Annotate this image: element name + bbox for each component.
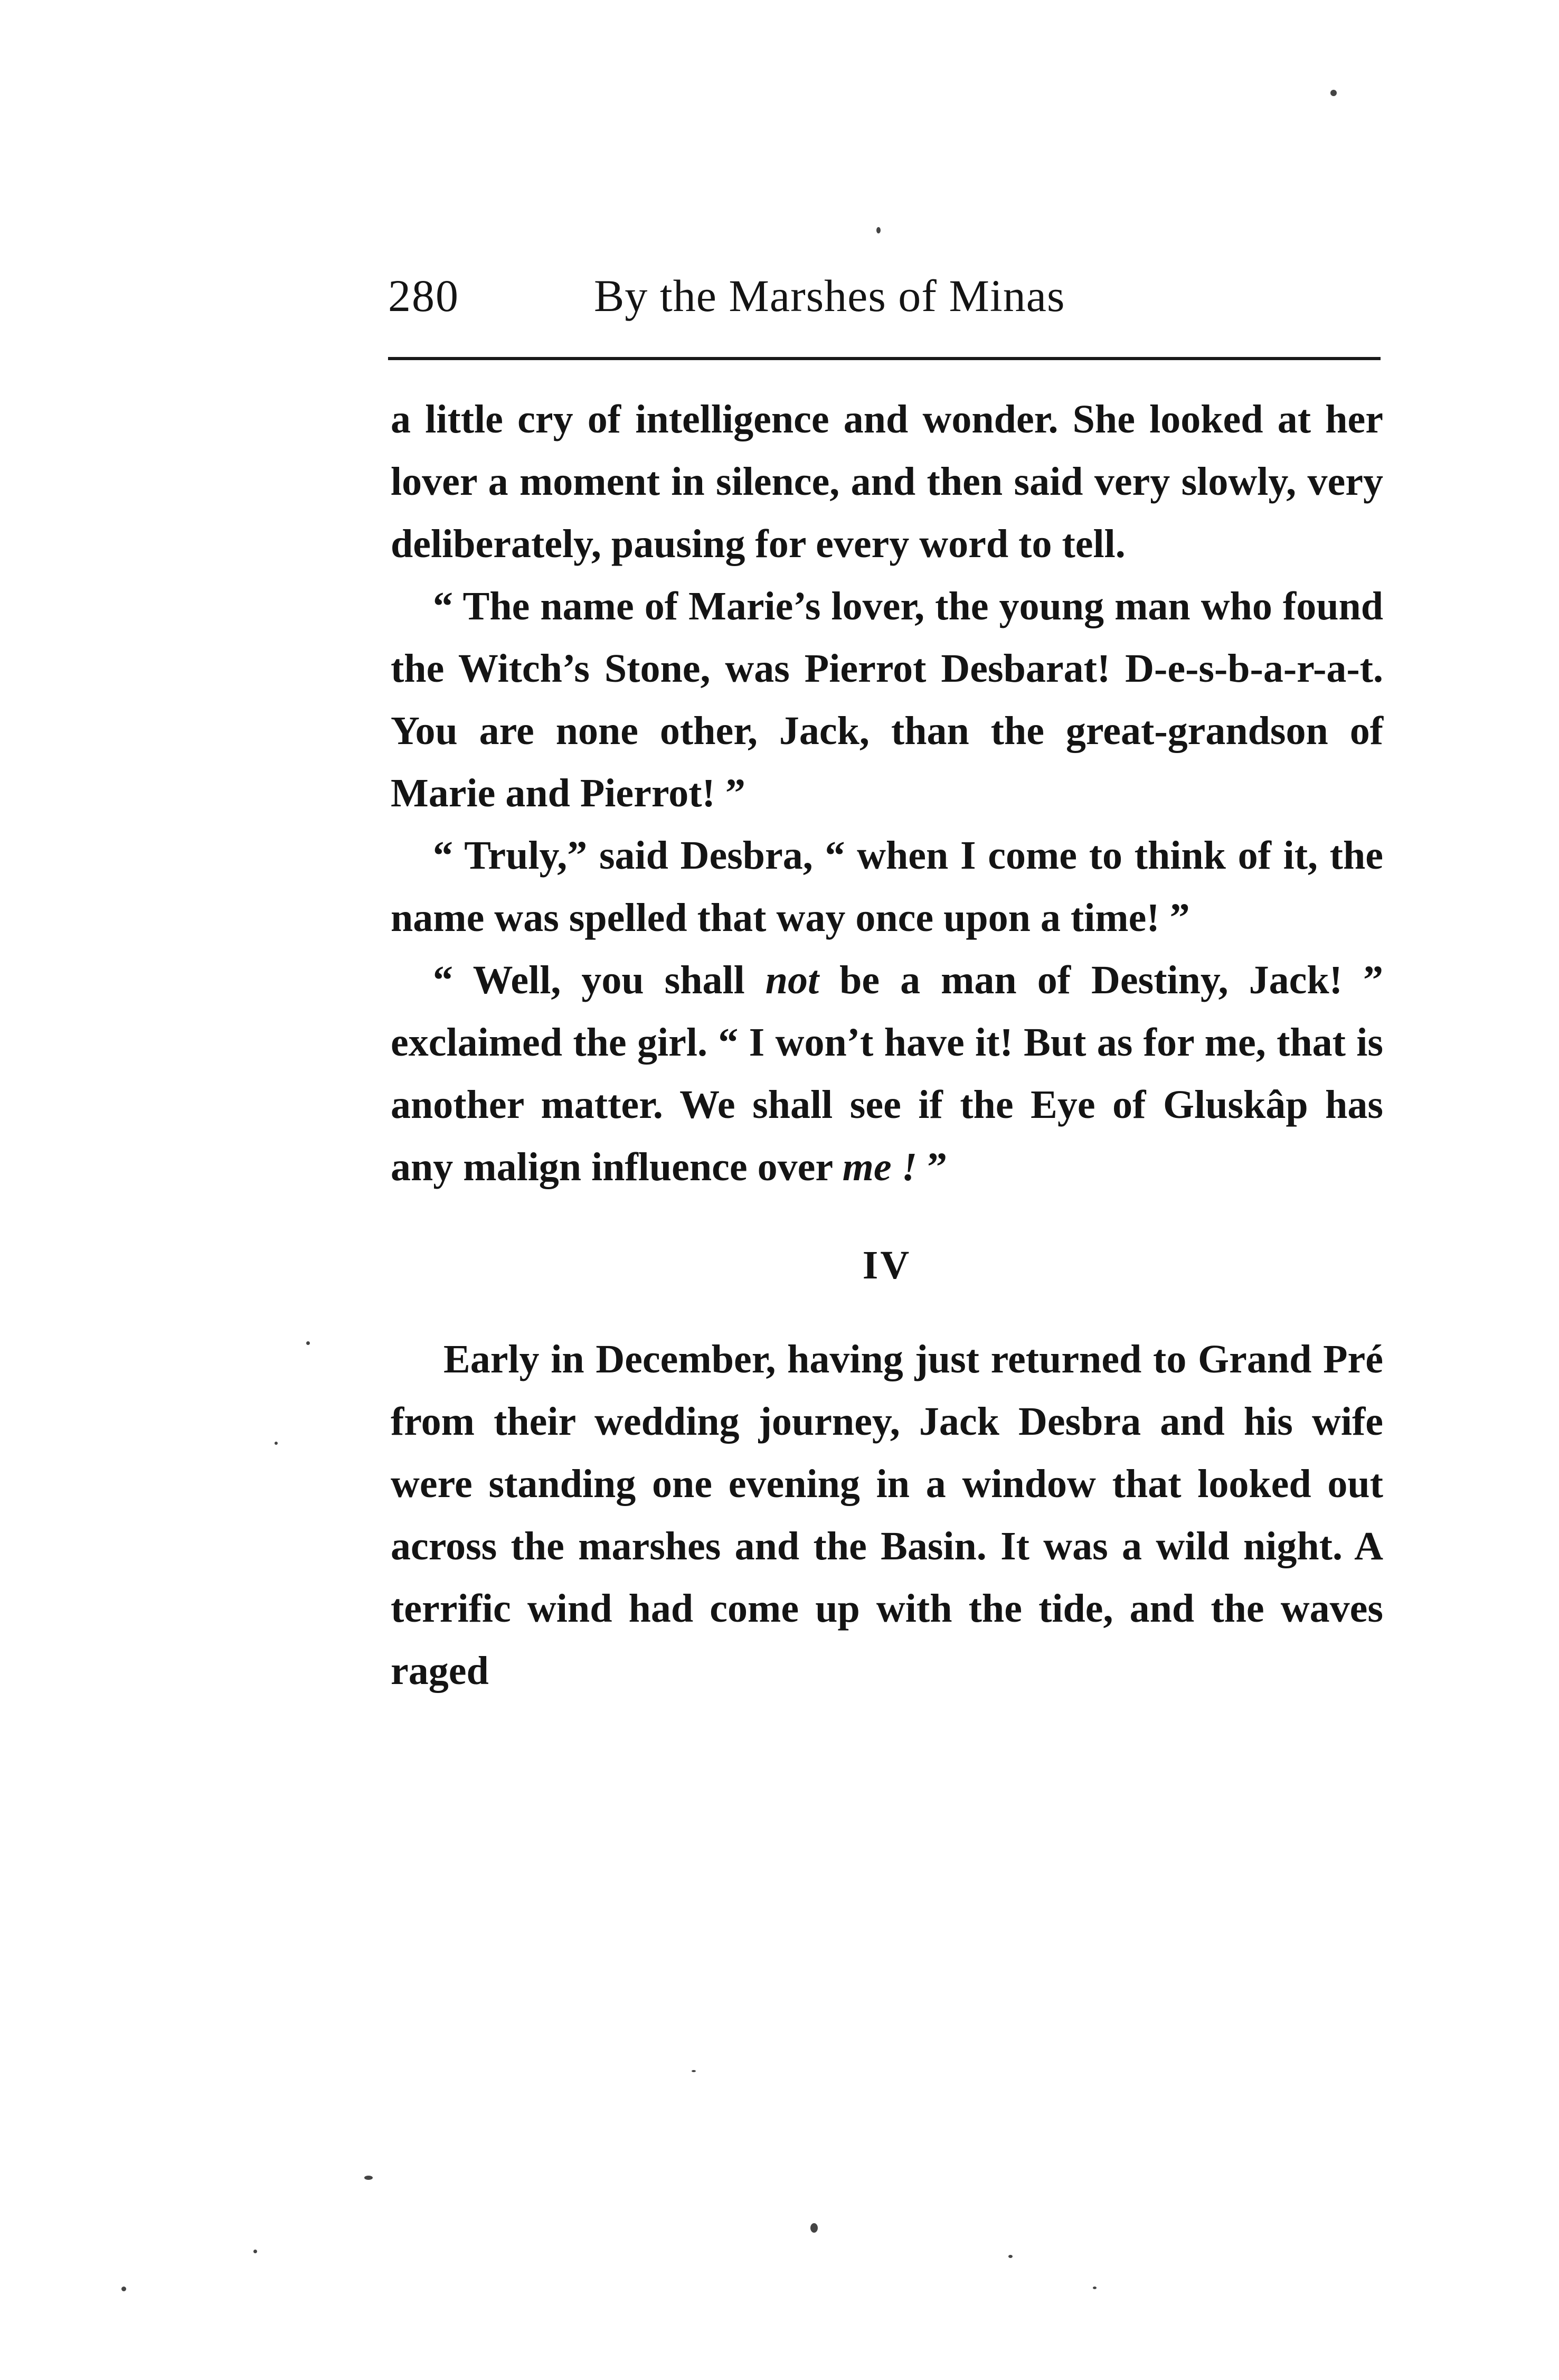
page-header [388,267,1381,325]
paragraph-4-part-a: “ Well, you shall [433,958,766,1002]
paragraph-3: “ Truly,” said Desbra, “ when I come to think of it, the name was spelled that way once upon a time! ” [391,833,1383,940]
scan-speck [121,2287,126,2291]
section-heading: IV [862,1243,912,1287]
paragraph-2: “ The name of Marie’s lover, the young man who found the Witch’s Stone, was Pierrot Desbarat! D-e-s-b-a-r-a-t. You are none other, Jack, than the great-grandson of Marie and Pierrot! ” [391,584,1383,815]
body-text [391,388,1383,1702]
paragraph-1: a little cry of intelligence and wonder. She looked at her lover a moment in silence, and then said very slowly, very deliberately, pausing for every word to tell. [391,397,1383,566]
scan-speck [1330,90,1337,96]
scan-speck [876,227,881,233]
page-number: 280 [388,270,459,321]
running-title: By the Marshes of Minas [594,270,1065,321]
paragraph-4-part-b: be a man of Destiny, Jack! ” exclaimed the girl. “ I won’t have it! But as for me, that is another matter. We shall see if the Eye of Gluskâp has any malign influence over [391,958,1383,1189]
paragraph-4-emphasis-not: not [765,958,819,1002]
paragraph-4-emphasis-me: me ! [842,1145,918,1189]
scan-speck [1093,2287,1097,2289]
scan-speck [364,2176,373,2180]
scan-speck [810,2223,818,2233]
scan-speck [1008,2255,1013,2258]
paragraph-4-part-c: ” [917,1145,948,1189]
scan-speck [275,1442,278,1445]
scan-speck [253,2250,257,2253]
paragraph-4 [391,949,1383,1198]
scan-speck [692,2070,696,2072]
scan-speck [306,1341,310,1345]
paragraph-5: Early in December, having just returned to Grand Pré from their wedding journey, Jack Desbra and his wife were standing one evening in a window that looked out across the marshes and the Basin. It was a wild night. A terrific wind had come up with the tide, and the waves raged [391,1337,1383,1693]
header-rule [388,357,1381,360]
